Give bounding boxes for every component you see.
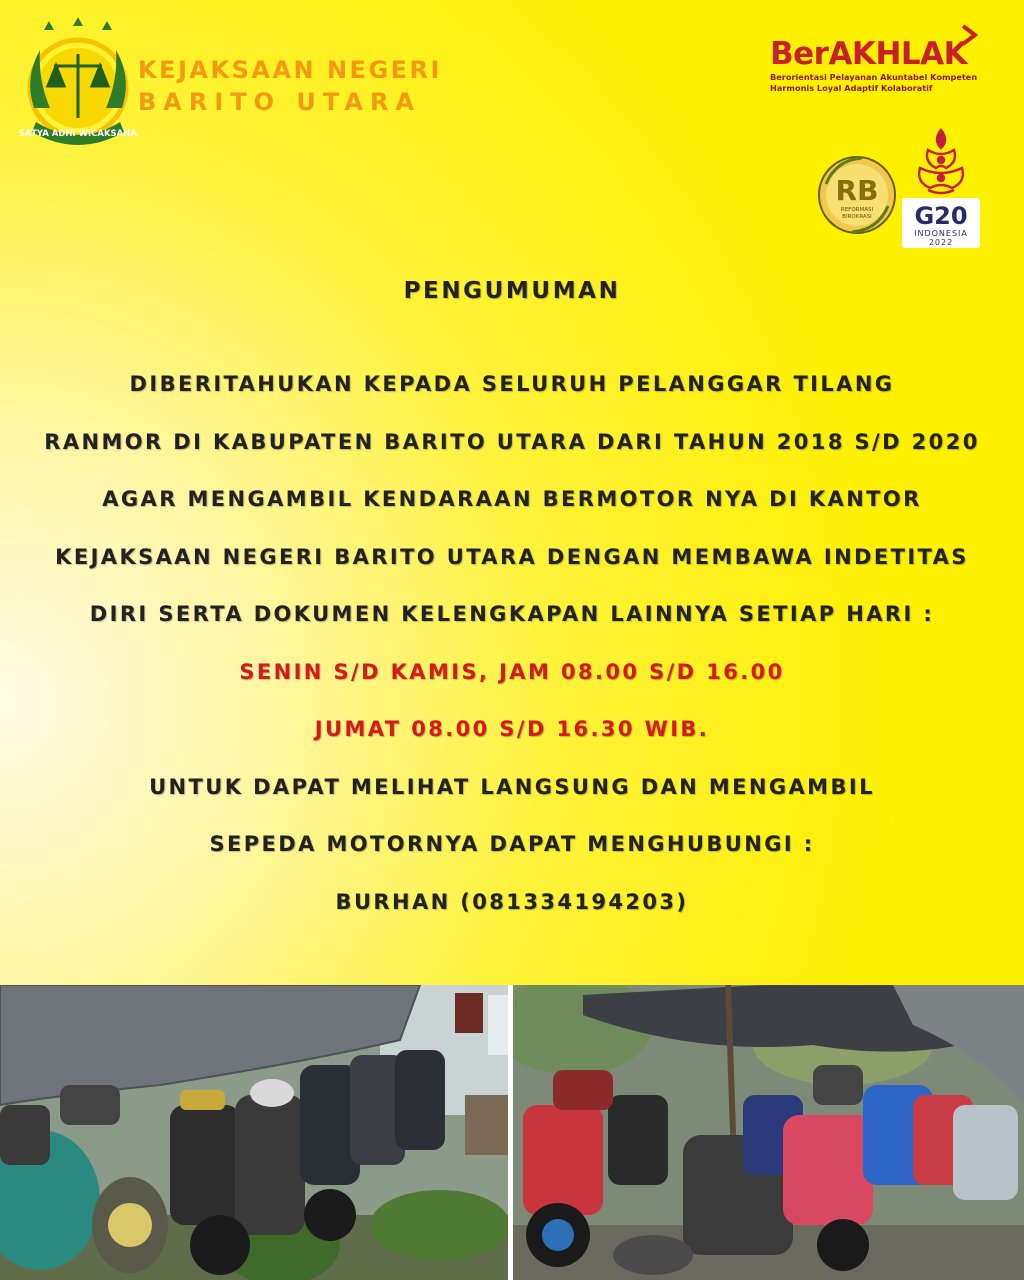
emblem-motto: SATYA ADHI WICAKSANA	[19, 129, 137, 139]
rb-text-1: REFORMASI	[840, 207, 874, 213]
berakhlak-tagline-2: Harmonis Loyal Adaptif Kolaboratif	[770, 83, 933, 93]
rb-letters: RB	[835, 174, 879, 207]
berakhlak-word	[770, 36, 967, 72]
chevron-right-icon	[959, 24, 981, 46]
announcement-line: DIRI SERTA DOKUMEN KELENGKAPAN LAINNYA SETIAP HARI :	[89, 602, 935, 626]
rb-text-2: BIROKRASI	[842, 214, 872, 220]
announcement-line: DIBERITAHUKAN KEPADA SELURUH PELANGGAR TILANG	[129, 372, 895, 396]
photo-strip	[0, 985, 1024, 1280]
impounded-motorcycles-photo-right	[513, 985, 1024, 1280]
g20-year: 2022	[928, 238, 954, 247]
schedule-weekdays: SENIN S/D KAMIS, JAM 08.00 S/D 16.00	[239, 659, 785, 684]
contact-person: BURHAN (081334194203)	[335, 889, 689, 914]
announcement-line: RANMOR DI KABUPATEN BARITO UTARA DARI TAHUN 2018 S/D 2020	[44, 429, 980, 454]
kejaksaan-emblem-icon	[14, 18, 142, 150]
announcement-line: UNTUK DAPAT MELIHAT LANGSUNG DAN MENGAMBIL	[149, 774, 875, 799]
g20-text: G20	[914, 202, 968, 230]
impounded-motorcycles-photo-left	[0, 985, 508, 1280]
berakhlak-logo	[770, 36, 1000, 94]
announcement-title: PENGUMUMAN	[403, 278, 621, 304]
announcement-line: KEJAKSAAN NEGERI BARITO UTARA DENGAN MEMBAWA INDETITAS	[55, 544, 969, 569]
agency-name-line1: KEJAKSAAN NEGERI	[138, 56, 442, 84]
berakhlak-tagline-1: Berorientasi Pelayanan Akuntabel Kompeten	[770, 72, 978, 82]
schedule-friday: JUMAT 08.00 S/D 16.30 WIB.	[314, 717, 710, 741]
g20-country: INDONESIA	[914, 229, 968, 238]
announcement-body	[0, 366, 1024, 941]
announcement-line: AGAR MENGAMBIL KENDARAAN BERMOTOR NYA DI KANTOR	[102, 487, 922, 511]
g20-indonesia-logo-icon	[898, 128, 984, 250]
reformasi-birokrasi-logo-icon	[816, 154, 898, 236]
agency-name	[138, 56, 442, 116]
announcement-line: SEPEDA MOTORNYA DAPAT MENGHUBUNGI :	[209, 832, 815, 856]
agency-name-line2: BARITO UTARA	[138, 88, 422, 116]
berakhlak-word-text: BerAKHLAK	[770, 36, 968, 72]
